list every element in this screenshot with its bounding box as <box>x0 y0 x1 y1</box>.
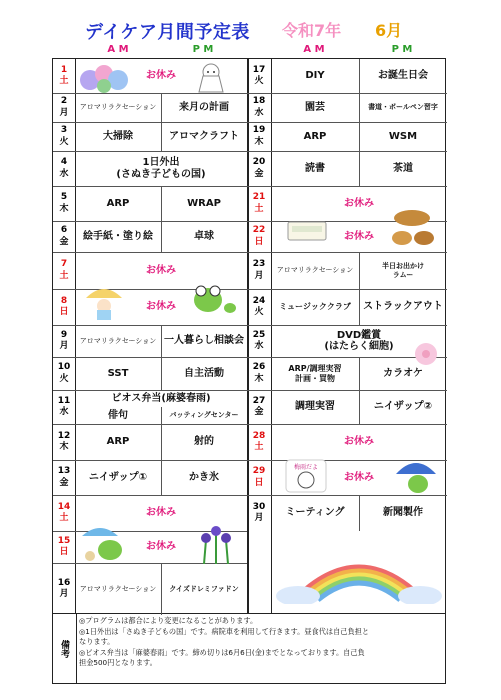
day-cell <box>247 93 271 122</box>
notes-label: 備考 <box>53 614 77 683</box>
day-of-week: 木 <box>254 373 264 384</box>
day-of-week: 月 <box>254 513 264 523</box>
day-off-label: お休み <box>146 507 176 519</box>
pm-activity: かき氷 <box>189 471 219 483</box>
day-off-label: お休み <box>344 471 374 483</box>
pm-activity: クイズドレミファドン <box>169 584 239 593</box>
pm-activity: 半日お出かけ ラムー <box>382 262 424 279</box>
rain-girl-icon <box>82 280 126 320</box>
pm-activity: 卓球 <box>194 230 214 242</box>
pm-activity: WRAP <box>187 197 221 209</box>
day-number: 25 <box>252 329 266 340</box>
day-number: 28 <box>252 430 266 441</box>
pm-activity: 書道・ボールペン習字 <box>368 103 438 112</box>
day-number: 11 <box>57 395 71 406</box>
day-cell <box>247 252 271 289</box>
day-of-week: 火 <box>254 76 264 86</box>
day-of-week: 日 <box>59 307 69 317</box>
day-of-week: 月 <box>59 589 69 599</box>
day-of-week: 月 <box>59 341 69 351</box>
frog-icon <box>188 282 238 316</box>
day-of-week: 日 <box>59 547 69 557</box>
day-off-label: お休み <box>344 436 374 448</box>
rainy-season-icon <box>284 458 328 494</box>
day-of-week: 火 <box>59 373 69 384</box>
am-activity: ミュージッククラブ <box>279 302 351 312</box>
day-cell <box>53 252 75 289</box>
day-cell <box>53 221 75 252</box>
day-number: 6 <box>60 225 68 236</box>
day-off-label: お休み <box>146 264 176 276</box>
day-number: 17 <box>252 64 266 75</box>
day-of-week: 水 <box>59 168 69 179</box>
title-bar <box>0 18 501 43</box>
day-of-week: 土 <box>59 513 69 523</box>
day-of-week: 金 <box>254 168 264 179</box>
day-number: 23 <box>252 259 266 270</box>
day-number: 7 <box>60 259 68 270</box>
day-cell <box>247 151 271 186</box>
day-number: 10 <box>57 362 71 373</box>
note-line: ◎1日外出は「さぬき子どもの国」です。病院車を利用して行きます。昼食代は自己負担と <box>79 626 370 636</box>
hydrangea-icon <box>78 62 134 94</box>
rainy-sign-text: 梅雨だよ <box>293 464 319 471</box>
day-cell <box>53 325 75 357</box>
pm-activity: ニイザップ② <box>373 401 433 413</box>
day-of-week: 木 <box>59 442 69 452</box>
day-number: 2 <box>60 96 68 107</box>
day-number: 27 <box>252 395 266 406</box>
tofu-icon <box>284 216 330 244</box>
am-activity: 園芸 <box>305 101 325 113</box>
day-cell <box>247 186 271 221</box>
day-number: 1 <box>60 64 68 75</box>
day-cell <box>247 424 271 460</box>
day-cell <box>53 460 75 495</box>
day-of-week: 金 <box>59 236 69 247</box>
day-cell <box>53 289 75 325</box>
header-pm-left: P M <box>192 44 214 55</box>
note-line: なります。 <box>79 637 115 646</box>
day-of-week: 水 <box>254 341 264 351</box>
day-cell <box>247 221 271 252</box>
am-activity: 調理実習 <box>295 401 335 413</box>
day-number: 26 <box>252 362 266 373</box>
pm-activity: ストラックアウト <box>363 301 443 313</box>
day-of-week: 火 <box>254 307 264 317</box>
day-of-week: 水 <box>254 107 264 118</box>
day-number: 20 <box>252 157 266 168</box>
header-am-left: A M <box>107 44 129 55</box>
note-line: ◎プログラムは都合により変更になることがあります。 <box>79 616 258 625</box>
day-of-week: 日 <box>254 236 264 247</box>
day-cell <box>53 122 75 151</box>
day-cell <box>53 151 75 186</box>
day-off-label: お休み <box>344 197 374 209</box>
day-of-week: 木 <box>254 136 264 147</box>
am-activity: 読書 <box>305 162 325 174</box>
day-number: 14 <box>57 501 71 512</box>
flower-icon <box>412 340 440 368</box>
day-cell <box>247 289 271 325</box>
pm-activity: お誕生日会 <box>378 70 428 82</box>
pm-activity: 茶道 <box>393 162 413 174</box>
day-off-label: お休み <box>146 301 176 313</box>
header-am-right: A M <box>303 44 325 55</box>
day-cell <box>53 390 75 424</box>
day-number: 13 <box>57 466 71 477</box>
full-day-activity: DVD鑑賞 (はたらく細胞) <box>324 329 394 352</box>
iris-icon <box>196 522 236 564</box>
am-activity: ニイザップ① <box>88 471 148 483</box>
day-of-week: 水 <box>59 407 69 417</box>
day-cell <box>53 495 75 531</box>
am-activity: 俳句 <box>108 409 128 421</box>
day-number: 19 <box>252 125 266 136</box>
day-cell <box>53 357 75 390</box>
am-activity: ミーティング <box>285 507 345 519</box>
notes-section <box>52 614 446 684</box>
day-cell <box>247 59 271 93</box>
day-number: 22 <box>252 225 266 236</box>
day-of-week: 土 <box>254 442 264 452</box>
day-number: 12 <box>57 430 71 441</box>
am-activity: SST <box>107 367 129 379</box>
day-cell <box>247 495 271 531</box>
day-off-label: お休み <box>344 230 374 242</box>
day-number: 15 <box>57 535 71 546</box>
day-cell <box>53 563 75 615</box>
day-of-week: 土 <box>254 203 264 214</box>
day-of-week: 土 <box>59 270 69 281</box>
day-number: 24 <box>252 295 266 306</box>
bread-icon <box>388 206 436 250</box>
full-day-activity: 1日外出 (さぬき子どもの国) <box>116 157 206 180</box>
am-activity: アロマリラクセーション <box>79 103 157 112</box>
teru-teru-bozu-icon <box>196 62 226 94</box>
pm-activity: 自主活動 <box>184 367 224 379</box>
day-cell <box>53 424 75 460</box>
am-activity: アロマリラクセーション <box>276 266 354 275</box>
am-activity: アロマリラクセーション <box>79 584 157 593</box>
frog-umbrella-icon-2 <box>392 452 440 498</box>
day-cell <box>247 325 271 357</box>
header-pm-right: P M <box>391 44 413 55</box>
day-cell <box>247 357 271 390</box>
am-activity: ARP <box>106 436 130 448</box>
day-number: 16 <box>57 577 71 588</box>
day-cell <box>53 93 75 122</box>
day-of-week: 木 <box>59 203 69 214</box>
day-of-week: 月 <box>59 107 69 118</box>
day-number: 8 <box>60 295 68 306</box>
rainbow-icon <box>274 544 444 604</box>
frog-umbrella-icon <box>80 522 132 562</box>
note-line: ◎ビオス弁当は「麻婆春雨」です。締め切りは6月6日(金)までとなっております。自己負 <box>79 647 365 657</box>
day-of-week: 金 <box>59 477 69 488</box>
month: 6月 <box>375 21 403 40</box>
day-of-week: 金 <box>254 407 264 417</box>
am-activity: ARP/調理実習 計画・買物 <box>288 364 342 383</box>
day-off-label: お休み <box>146 541 176 553</box>
day-number: 18 <box>252 96 266 107</box>
pm-activity: アロマクラフト <box>169 130 239 142</box>
day-of-week: 月 <box>254 270 264 281</box>
day-number: 30 <box>252 501 266 512</box>
am-activity: 大掃除 <box>103 130 133 142</box>
pm-activity: カラオケ <box>383 367 423 379</box>
pm-activity: 射的 <box>194 436 214 448</box>
day-of-week: 日 <box>254 477 264 488</box>
am-activity: アロマリラクセーション <box>79 336 157 345</box>
pm-activity: 一人暮らし相談会 <box>164 335 244 347</box>
pm-activity: 新聞製作 <box>383 507 423 519</box>
day-number: 9 <box>60 329 68 340</box>
am-activity: ARP <box>106 197 130 209</box>
page-title: デイケア月間予定表 <box>85 22 250 43</box>
day-number: 29 <box>252 466 266 477</box>
pm-activity: 来月の計画 <box>179 101 229 113</box>
am-activity: ARP <box>303 130 327 142</box>
day-of-week: 火 <box>59 136 69 147</box>
day-number: 21 <box>252 192 266 203</box>
full-day-activity: ビオス弁当(麻婆春雨) <box>111 392 211 404</box>
pm-activity: WSM <box>388 130 418 142</box>
am-activity: DIY <box>305 70 325 82</box>
notes-text <box>79 616 445 669</box>
day-of-week: 土 <box>59 76 69 86</box>
day-off-label: お休み <box>146 70 176 82</box>
day-cell <box>247 460 271 495</box>
era-year: 令和7年 <box>282 21 342 40</box>
day-cell <box>247 122 271 151</box>
day-number: 5 <box>60 192 68 203</box>
day-number: 4 <box>60 157 68 168</box>
day-cell <box>53 531 75 563</box>
day-cell <box>53 59 75 93</box>
am-activity: 絵手紙・塗り絵 <box>83 230 153 242</box>
day-cell <box>247 390 271 424</box>
note-line: 担金500円となります。 <box>79 658 157 667</box>
pm-activity: バッティングセンター <box>169 411 239 420</box>
day-cell <box>53 186 75 221</box>
day-number: 3 <box>60 125 68 136</box>
